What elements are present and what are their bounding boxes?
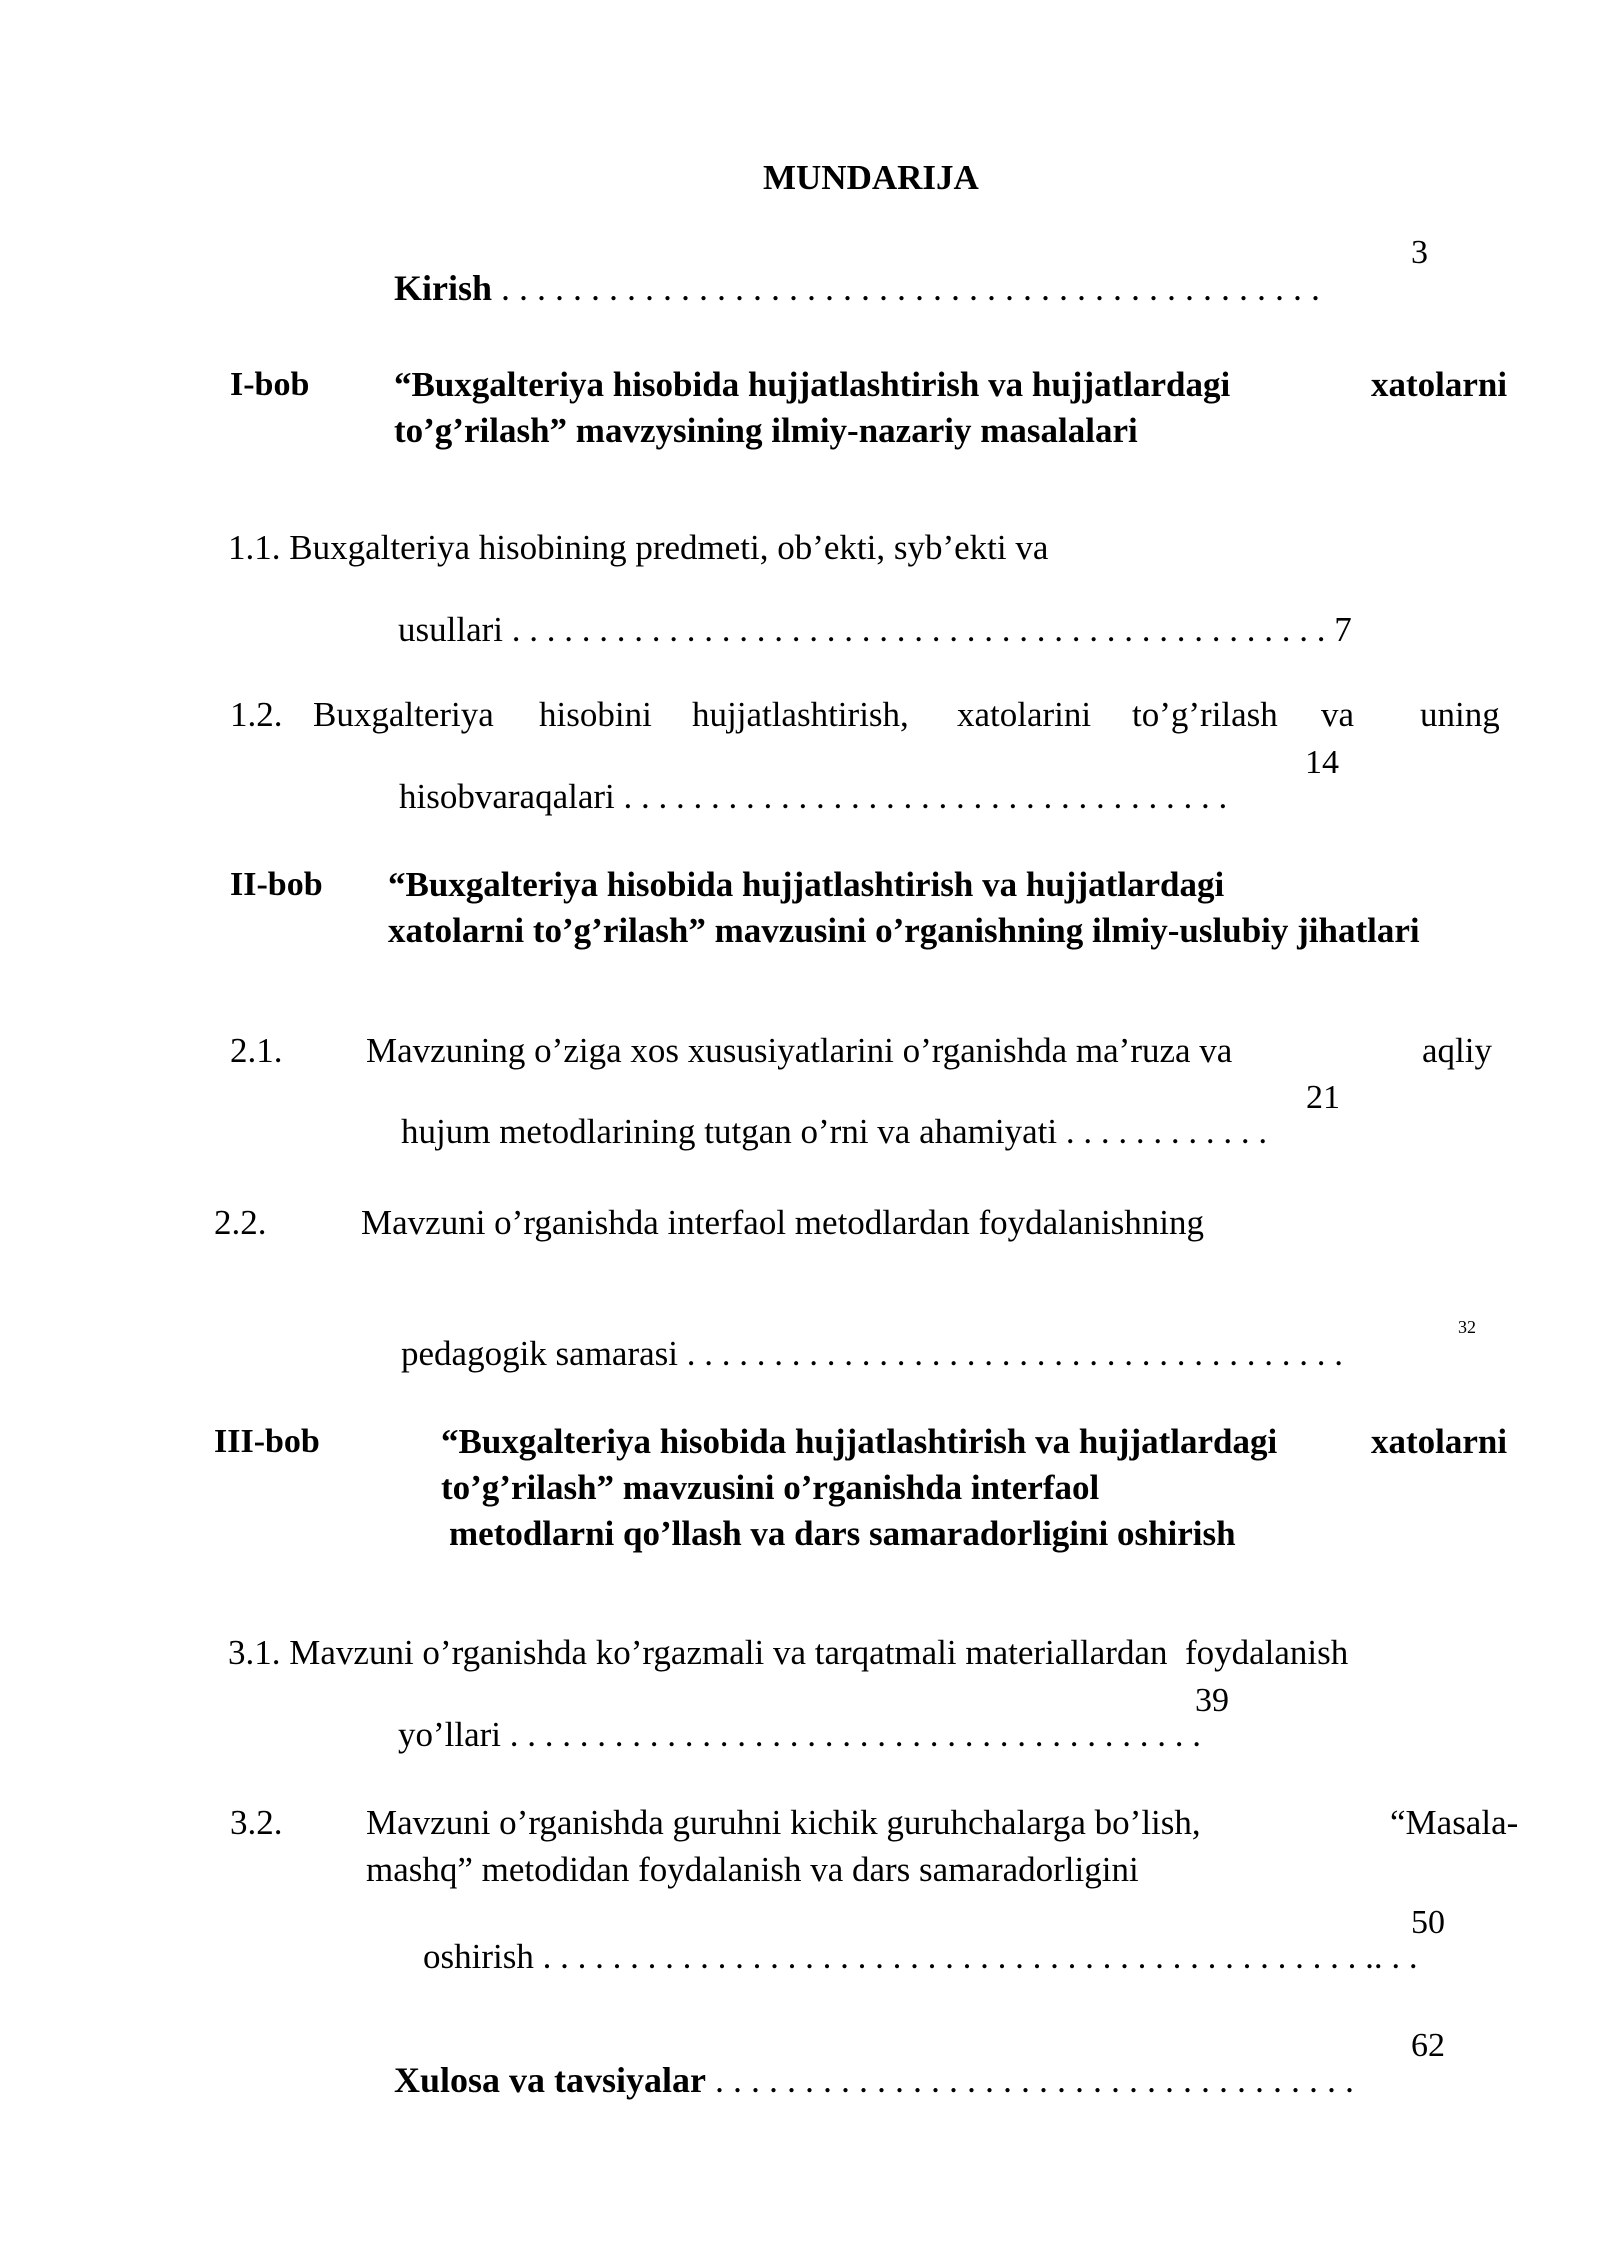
dot-leader: . . . . . . . . . . . . . . . . . . . . . . . . . . . . . . . . . . . . . . . . xyxy=(501,1715,1202,1754)
toc-entry-2-2-number: 2.2. xyxy=(214,1203,267,1242)
toc-entry-1-1-line-1: 1.1. Buxgalteriya hisobining predmeti, ob’ekti, syb’ekti va xyxy=(228,528,1049,567)
toc-entry-conclusion xyxy=(358,2026,1354,2134)
toc-entry-3-2-text: oshirish xyxy=(423,1937,534,1976)
toc-entry-1-1-page: 7 xyxy=(1334,610,1352,649)
dot-leader: . . . . . . . . . . . . xyxy=(1057,1112,1268,1151)
toc-entry-conclusion-title: Xulosa va tavsiyalar xyxy=(394,2060,707,2100)
toc-entry-1-2-number: 1.2. xyxy=(230,695,283,734)
toc-entry-conclusion-page: 62 xyxy=(1411,2027,1445,2064)
chapter-2-title-line-2: xatolarni to’g’rilash” mavzusini o’rganishning ilmiy-uslubiy jihatlari xyxy=(388,911,1420,950)
toc-entry-2-1-line-2 xyxy=(366,1079,1267,1184)
chapter-3-title-line-3: metodlarni qo’llash va dars samaradorligini oshirish xyxy=(449,1514,1236,1553)
toc-entry-intro-page: 3 xyxy=(1411,234,1428,271)
toc-entry-3-1-line-1: 3.1. Mavzuni o’rganishda ko’rgazmali va tarqatmali materiallardan foydalanish xyxy=(228,1633,1349,1672)
toc-entry-1-2-page: 14 xyxy=(1305,744,1339,781)
toc-entry-3-2-number: 3.2. xyxy=(230,1803,283,1842)
toc-entry-1-2-text: hisobvaraqalari xyxy=(399,777,615,816)
toc-entry-1-1-text: usullari xyxy=(398,610,503,649)
toc-entry-2-1-line-1: Mavzuning o’ziga xos xususiyatlarini o’rganishda ma’ruza va xyxy=(366,1031,1233,1070)
toc-entry-3-1-text: yo’llari xyxy=(398,1715,502,1754)
chapter-1-label: I-bob xyxy=(230,366,310,403)
toc-entry-intro xyxy=(358,234,1320,342)
toc-entry-3-2-line-3 xyxy=(388,1904,1418,2009)
toc-entry-1-1-line-2 xyxy=(363,577,1352,682)
toc-entry-3-2-line-1-end: “Masala- xyxy=(1390,1803,1519,1842)
toc-entry-3-1-line-2 xyxy=(363,1682,1201,1787)
chapter-1-title-line-1: “Buxgalteriya hisobida hujjatlashtirish va hujjatlardagi xyxy=(394,365,1231,404)
dot-leader: . . . . . . . . . . . . . . . . . . . . . . . . . . . . . . . . . . . xyxy=(614,777,1228,816)
toc-entry-1-2-word: va xyxy=(1321,695,1355,734)
toc-entry-2-1-line-1-end: aqliy xyxy=(1422,1031,1492,1070)
toc-entry-1-2-word: uning xyxy=(1420,695,1500,734)
chapter-3-label: III-bob xyxy=(214,1423,320,1460)
toc-entry-1-2-line-2 xyxy=(364,744,1227,849)
toc-entry-1-2-word: xatolarini xyxy=(957,695,1092,734)
dot-leader: . . . . . . . . . . . . . . . . . . . . . . . . . . . . . . . . . . . . . . xyxy=(678,1334,1343,1373)
dot-leader: . . . . . . . . . . . . . . . . . . . . . . . . . . . . . . . . . . . . . . . . . . . . . . . .. . . xyxy=(533,1937,1418,1976)
toc-title: MUNDARIJA xyxy=(763,158,979,197)
toc-entry-1-2-word: hujjatlashtirish, xyxy=(692,695,909,734)
page-number-separator xyxy=(1325,610,1334,649)
toc-entry-2-1-page: 21 xyxy=(1306,1079,1340,1116)
dot-leader: . . . . . . . . . . . . . . . . . . . . . . . . . . . . . . . . . . . . . . . . . . . . . . . xyxy=(502,610,1326,649)
chapter-3-title-line-1-end: xatolarni xyxy=(1371,1422,1508,1461)
toc-entry-3-2-line-1: Mavzuni o’rganishda guruhni kichik guruhchalarga bo’lish, xyxy=(366,1803,1201,1842)
toc-entry-1-2-word: Buxgalteriya xyxy=(313,695,494,734)
toc-entry-2-1-text: hujum metodlarining tutgan o’rni va ahamiyati xyxy=(401,1112,1058,1151)
toc-entry-2-1-number: 2.1. xyxy=(230,1031,283,1070)
toc-entry-intro-title: Kirish xyxy=(394,268,493,308)
toc-entry-2-2-line-1: Mavzuni o’rganishda interfaol metodlardan foydalanishning xyxy=(361,1203,1205,1242)
toc-entry-1-2-word: to’g’rilash xyxy=(1132,695,1278,734)
toc-entry-2-2-text: pedagogik samarasi xyxy=(401,1334,678,1373)
chapter-3-title-line-1: “Buxgalteriya hisobida hujjatlashtirish va hujjatlardagi xyxy=(441,1422,1278,1461)
toc-entry-2-2-page: 32 xyxy=(1458,1317,1476,1337)
chapter-1-title-line-2: to’g’rilash” mavzysining ilmiy-nazariy masalalari xyxy=(394,411,1138,450)
dot-leader: . . . . . . . . . . . . . . . . . . . . . . . . . . . . . . . . . . . . xyxy=(706,2060,1355,2100)
toc-entry-2-2-line-2 xyxy=(366,1301,1343,1406)
chapter-2-label: II-bob xyxy=(230,866,323,903)
chapter-3-title-line-2: to’g’rilash” mavzusini o’rganishda interfaol xyxy=(441,1468,1100,1507)
chapter-1-title-line-1-end: xatolarni xyxy=(1371,365,1508,404)
dot-leader: . . . . . . . . . . . . . . . . . . . . . . . . . . . . . . . . . . . . . . . . . . . . . . xyxy=(492,268,1321,308)
toc-entry-3-2-line-2: mashq” metodidan foydalanish va dars samaradorligini xyxy=(366,1850,1139,1889)
toc-entry-3-2-page: 50 xyxy=(1411,1904,1445,1941)
chapter-2-title-line-1: “Buxgalteriya hisobida hujjatlashtirish va hujjatlardagi xyxy=(388,865,1225,904)
toc-entry-3-1-page: 39 xyxy=(1195,1682,1229,1719)
toc-entry-1-2-word: hisobini xyxy=(539,695,652,734)
